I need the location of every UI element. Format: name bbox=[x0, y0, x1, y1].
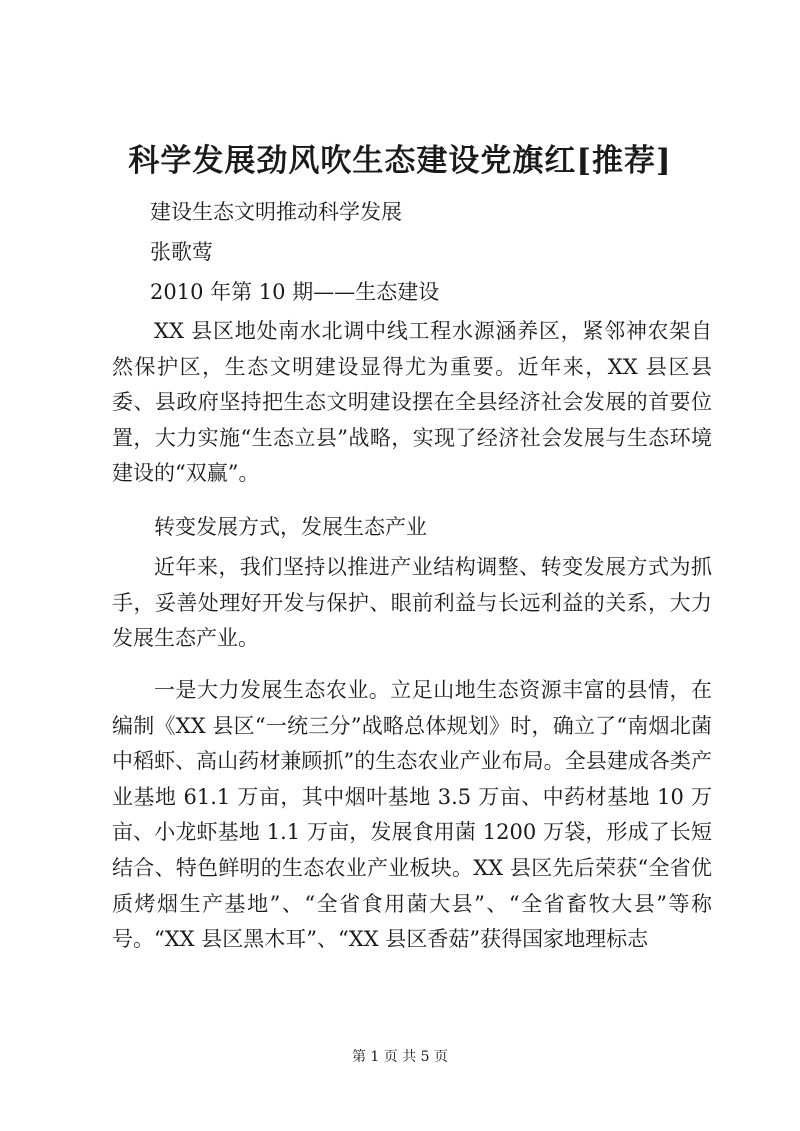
subtitle: 建设生态文明推动科学发展 bbox=[150, 200, 402, 224]
paragraph-intro: XX 县区地处南水北调中线工程水源涵养区，紧邻神农架自然保护区，生态文明建设显得尤为重要。近年来，XX 县区县委、县政府坚持把生态文明建设摆在全县经济社会发展的首要位置，大力实施“生态立县”战略，实现了经济社会发展与生态环境建设的“双赢”。 bbox=[112, 319, 712, 486]
page-number: 第 1 页 共 5 页 bbox=[351, 1049, 449, 1065]
section-heading: 转变发展方式，发展生态产业 bbox=[154, 515, 427, 539]
issue-line: 2010 年第 10 期——生态建设 bbox=[150, 280, 440, 304]
paragraph-eco-industry: 近年来，我们坚持以推进产业结构调整、转变发展方式为抓手，妥善处理好开发与保护、眼前利益与长远利益的关系，大力发展生态产业。 bbox=[112, 555, 712, 651]
document-title: 科学发展劲风吹生态建设党旗红[推荐] bbox=[128, 143, 672, 179]
paragraph-eco-agriculture: 一是大力发展生态农业。立足山地生态资源丰富的县情，在编制《XX 县区“一统三分”战略总体规划》时，确立了“南烟北菌中稻虾、高山药材兼顾抓”的生态农业产业布局。全县建成各类产业基地 61.1 万亩，其中烟叶基地 3.5 万亩、中药材基地 10 万亩、小龙虾基地 1.1 万亩，发展食用菌 1200 万袋，形成了长短结合、特色鲜明的生态农业产业板块。XX 县区先后荣获“全省优质烤烟生产基地”、“全省食用菌大县”、“全省畜牧大县”等称号。“XX 县区黑木耳”、“XX 县区香菇”获得国家地理标志 bbox=[112, 678, 712, 952]
author: 张歌莺 bbox=[150, 240, 213, 264]
